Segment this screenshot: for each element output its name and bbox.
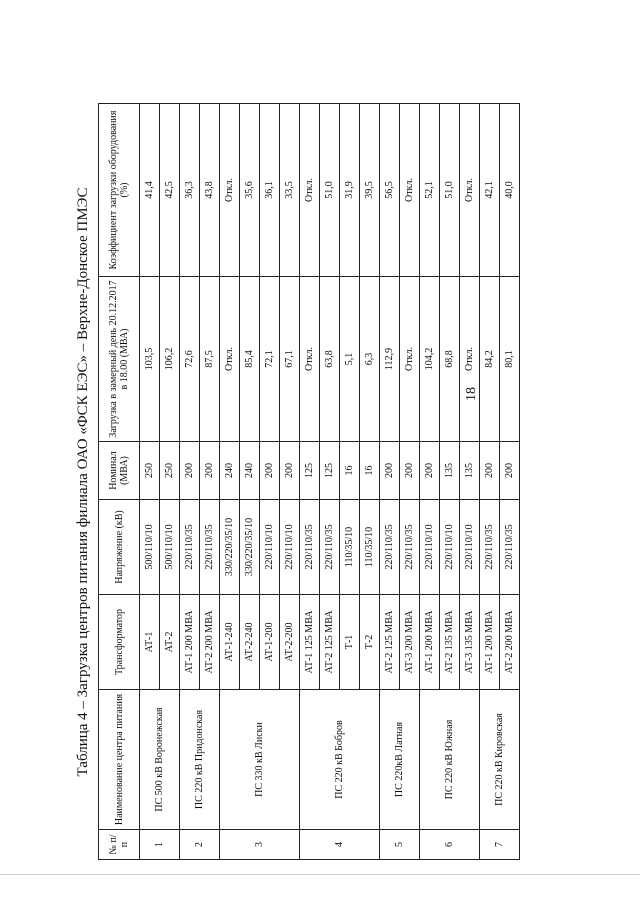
table-row xyxy=(180,104,200,860)
cell-load: 104,2 xyxy=(420,277,440,442)
cell-load: 106,2 xyxy=(160,277,180,442)
cell-center-name: ПС 220 кВ Бобров xyxy=(300,690,380,830)
cell-coef: 39,5 xyxy=(360,104,380,277)
cell-num: 6 xyxy=(420,830,480,860)
cell-transformer: АТ-1 200 МВА xyxy=(420,595,440,690)
cell-transformer: АТ-1 200 МВА xyxy=(480,595,500,690)
cell-coef: 51,0 xyxy=(440,104,460,277)
cell-voltage: 220/110/35 xyxy=(300,500,320,595)
cell-center-name: ПС 220 кВ Придонская xyxy=(180,690,220,830)
cell-load: Откл. xyxy=(460,277,480,442)
cell-coef: Откл. xyxy=(460,104,480,277)
cell-load: Откл. xyxy=(300,277,320,442)
cell-coef: 36,1 xyxy=(260,104,280,277)
cell-voltage: 220/110/10 xyxy=(420,500,440,595)
cell-load: 103,5 xyxy=(140,277,160,442)
cell-load: 6,3 xyxy=(360,277,380,442)
header-coef: Коэффициент загрузки оборудования (%) xyxy=(99,104,140,277)
cell-rating: 200 xyxy=(400,442,420,500)
cell-load: 68,8 xyxy=(440,277,460,442)
cell-rating: 125 xyxy=(320,442,340,500)
cell-coef: 52,1 xyxy=(420,104,440,277)
cell-transformer: АТ-2 200 МВА xyxy=(200,595,220,690)
cell-coef: 41,4 xyxy=(140,104,160,277)
cell-coef: 36,3 xyxy=(180,104,200,277)
cell-rating: 200 xyxy=(280,442,300,500)
table-title: Таблица 4 – Загрузка центров питания филиала ОАО «ФСК ЕЭС» – Верхне-Донское ПМЭС xyxy=(75,187,91,777)
page-number: 18 xyxy=(464,387,479,401)
cell-rating: 135 xyxy=(460,442,480,500)
cell-coef: 56,5 xyxy=(380,104,400,277)
cell-load: 80,1 xyxy=(500,277,520,442)
cell-transformer: АТ-2 135 МВА xyxy=(440,595,460,690)
cell-load: 72,1 xyxy=(260,277,280,442)
cell-load: 112,9 xyxy=(380,277,400,442)
cell-num: 4 xyxy=(300,830,380,860)
table-row xyxy=(420,104,440,860)
cell-center-name: ПС 220 кВ Кировская xyxy=(480,690,520,830)
table-row xyxy=(480,104,500,860)
table-container xyxy=(98,104,520,860)
bottom-rule xyxy=(0,874,640,875)
table-header-row xyxy=(99,104,140,860)
cell-transformer: АТ-2-240 xyxy=(240,595,260,690)
cell-rating: 135 xyxy=(440,442,460,500)
cell-transformer: АТ-1 125 МВА xyxy=(300,595,320,690)
cell-center-name: ПС 330 кВ Лиски xyxy=(220,690,300,830)
cell-center-name: ПС 500 кВ Воронежская xyxy=(140,690,180,830)
table-row xyxy=(140,104,160,860)
cell-voltage: 220/110/35 xyxy=(200,500,220,595)
header-num: № п/п xyxy=(99,830,140,860)
power-centers-load-table xyxy=(98,103,520,860)
cell-coef: Откл. xyxy=(300,104,320,277)
cell-rating: 250 xyxy=(160,442,180,500)
cell-transformer: АТ-1 200 МВА xyxy=(180,595,200,690)
cell-load: 87,5 xyxy=(200,277,220,442)
cell-voltage: 500/110/10 xyxy=(160,500,180,595)
cell-rating: 200 xyxy=(380,442,400,500)
cell-center-name: ПС 220кВ Латная xyxy=(380,690,420,830)
cell-rating: 240 xyxy=(220,442,240,500)
cell-coef: 42,1 xyxy=(480,104,500,277)
cell-rating: 200 xyxy=(420,442,440,500)
cell-num: 1 xyxy=(140,830,180,860)
cell-rating: 200 xyxy=(500,442,520,500)
header-load: Загрузка в замерный день 20.12.2017 в 18.00 (МВА) xyxy=(99,277,140,442)
cell-transformer: АТ-1-240 xyxy=(220,595,240,690)
cell-load: Откл. xyxy=(220,277,240,442)
cell-load: 84,2 xyxy=(480,277,500,442)
header-center-name: Наименование центра питания xyxy=(99,690,140,830)
cell-transformer: АТ-2 125 МВА xyxy=(380,595,400,690)
cell-load: 72,6 xyxy=(180,277,200,442)
rotated-table-page xyxy=(70,104,584,860)
cell-transformer: АТ-2 xyxy=(160,595,180,690)
cell-voltage: 220/110/35 xyxy=(380,500,400,595)
cell-rating: 240 xyxy=(240,442,260,500)
cell-voltage: 330/220/35/10 xyxy=(220,500,240,595)
cell-rating: 200 xyxy=(480,442,500,500)
cell-voltage: 220/110/35 xyxy=(180,500,200,595)
table-row xyxy=(220,104,240,860)
cell-coef: 31,9 xyxy=(340,104,360,277)
cell-voltage: 220/110/10 xyxy=(280,500,300,595)
table-body xyxy=(140,104,520,860)
cell-transformer: АТ-2 200 МВА xyxy=(500,595,520,690)
cell-coef: 42,5 xyxy=(160,104,180,277)
cell-transformer: АТ-3 200 МВА xyxy=(400,595,420,690)
cell-voltage: 110/35/10 xyxy=(340,500,360,595)
cell-voltage: 220/110/35 xyxy=(400,500,420,595)
cell-coef: 43,8 xyxy=(200,104,220,277)
cell-voltage: 110/35/10 xyxy=(360,500,380,595)
cell-rating: 16 xyxy=(360,442,380,500)
cell-voltage: 220/110/35 xyxy=(320,500,340,595)
cell-center-name: ПС 220 кВ Южная xyxy=(420,690,480,830)
cell-coef: 33,5 xyxy=(280,104,300,277)
cell-load: Откл. xyxy=(400,277,420,442)
cell-transformer: Т-2 xyxy=(360,595,380,690)
header-rating: Номинал (МВА) xyxy=(99,442,140,500)
cell-coef: 35,6 xyxy=(240,104,260,277)
cell-transformer: АТ-2-200 xyxy=(280,595,300,690)
cell-voltage: 220/110/35 xyxy=(480,500,500,595)
cell-voltage: 220/110/10 xyxy=(260,500,280,595)
cell-transformer: АТ-1-200 xyxy=(260,595,280,690)
cell-rating: 16 xyxy=(340,442,360,500)
cell-rating: 125 xyxy=(300,442,320,500)
cell-load: 67,1 xyxy=(280,277,300,442)
table-row xyxy=(300,104,320,860)
table-row xyxy=(380,104,400,860)
cell-coef: Откл. xyxy=(220,104,240,277)
cell-num: 5 xyxy=(380,830,420,860)
cell-transformer: АТ-1 xyxy=(140,595,160,690)
cell-num: 3 xyxy=(220,830,300,860)
cell-voltage: 220/110/10 xyxy=(460,500,480,595)
cell-load: 85,4 xyxy=(240,277,260,442)
cell-coef: 40,0 xyxy=(500,104,520,277)
cell-num: 7 xyxy=(480,830,520,860)
cell-coef: 51,0 xyxy=(320,104,340,277)
cell-num: 2 xyxy=(180,830,220,860)
cell-voltage: 220/110/10 xyxy=(440,500,460,595)
header-transformer: Трансформатор xyxy=(99,595,140,690)
cell-voltage: 220/110/35 xyxy=(500,500,520,595)
cell-transformer: АТ-2 125 МВА xyxy=(320,595,340,690)
header-voltage: Напряжение (кВ) xyxy=(99,500,140,595)
cell-rating: 200 xyxy=(260,442,280,500)
cell-voltage: 500/110/10 xyxy=(140,500,160,595)
cell-rating: 250 xyxy=(140,442,160,500)
cell-rating: 200 xyxy=(180,442,200,500)
cell-transformer: Т-1 xyxy=(340,595,360,690)
cell-rating: 200 xyxy=(200,442,220,500)
cell-load: 5,1 xyxy=(340,277,360,442)
cell-load: 63,8 xyxy=(320,277,340,442)
cell-transformer: АТ-3 135 МВА xyxy=(460,595,480,690)
cell-coef: Откл. xyxy=(400,104,420,277)
cell-voltage: 330/220/35/10 xyxy=(240,500,260,595)
